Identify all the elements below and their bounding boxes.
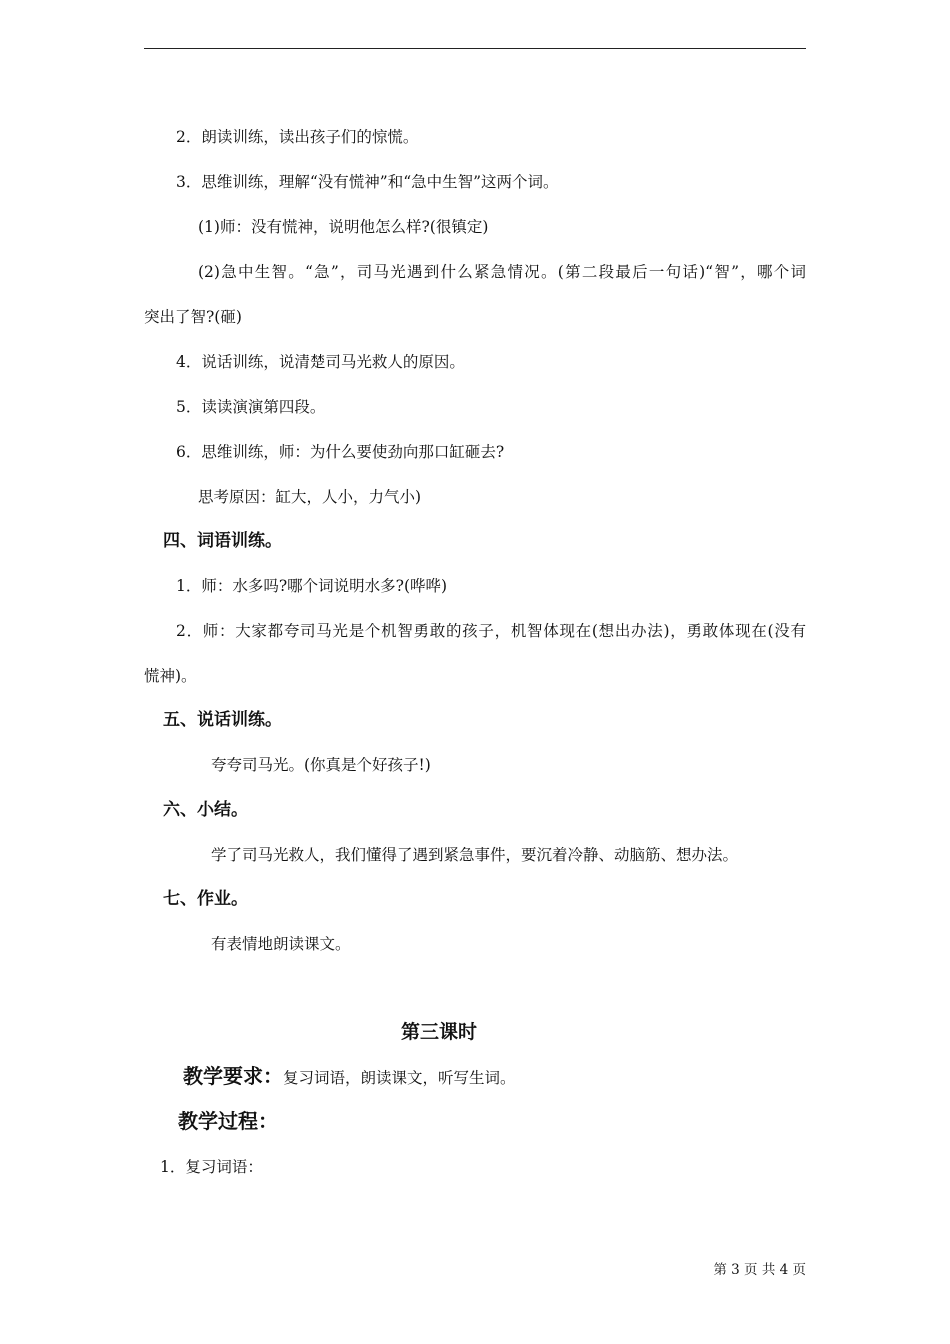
line-brave-smart: 2．师：大家都夸司马光是个机智勇敢的孩子，机智体现在(想出办法)，勇敢体现在(没有 [176, 622, 806, 640]
heading-summary: 六、小结。 [163, 800, 248, 820]
line-water-question: 1．师：水多吗?哪个词说明水多?(哗哗) [176, 577, 448, 595]
heading-speaking-training: 五、说话训练。 [163, 710, 282, 730]
line-thinking-training: 3．思维训练，理解“没有慌神”和“急中生智”这两个词。 [176, 173, 559, 191]
line-speaking-training: 4．说话训练，说清楚司马光救人的原因。 [176, 353, 465, 371]
line-brave-smart-cont: 慌神)。 [144, 667, 197, 685]
heading-word-training: 四、词语训练。 [163, 531, 282, 551]
line-sub-item-2-cont: 突出了智?(砸) [144, 308, 242, 326]
line-reading-training: 2．朗读训练，读出孩子们的惊慌。 [176, 128, 419, 146]
header-rule [144, 48, 806, 49]
line-summary: 学了司马光救人，我们懂得了遇到紧急事件，要沉着冷静、动脑筋、想办法。 [211, 846, 739, 864]
heading-homework: 七、作业。 [163, 889, 248, 909]
line-reasons: 思考原因：缸大，人小，力气小) [198, 488, 422, 506]
process-label: 教学过程： [178, 1109, 278, 1133]
requirement-text: 复习词语，朗读课文，听写生词。 [283, 1069, 516, 1087]
section-title: 第三课时 [401, 1021, 478, 1043]
line-homework: 有表情地朗读课文。 [211, 935, 351, 953]
page-footer: 第 3 页 共 4 页 [713, 1262, 806, 1278]
requirement-label: 教学要求： [183, 1064, 283, 1088]
line-act-out: 5．读读演演第四段。 [176, 398, 326, 416]
step-review-words: 1．复习词语： [160, 1158, 263, 1176]
teaching-requirements [183, 1066, 516, 1088]
line-thinking-question: 6．思维训练，师：为什么要使劲向那口缸砸去? [176, 443, 505, 461]
line-sub-item-1: (1)师：没有慌神，说明他怎么样?(很镇定) [198, 218, 489, 236]
line-praise: 夸夸司马光。(你真是个好孩子!) [211, 756, 431, 774]
line-sub-item-2: (2)急中生智。“急”，司马光遇到什么紧急情况。(第二段最后一句话)“智”，哪个词 [198, 263, 806, 281]
